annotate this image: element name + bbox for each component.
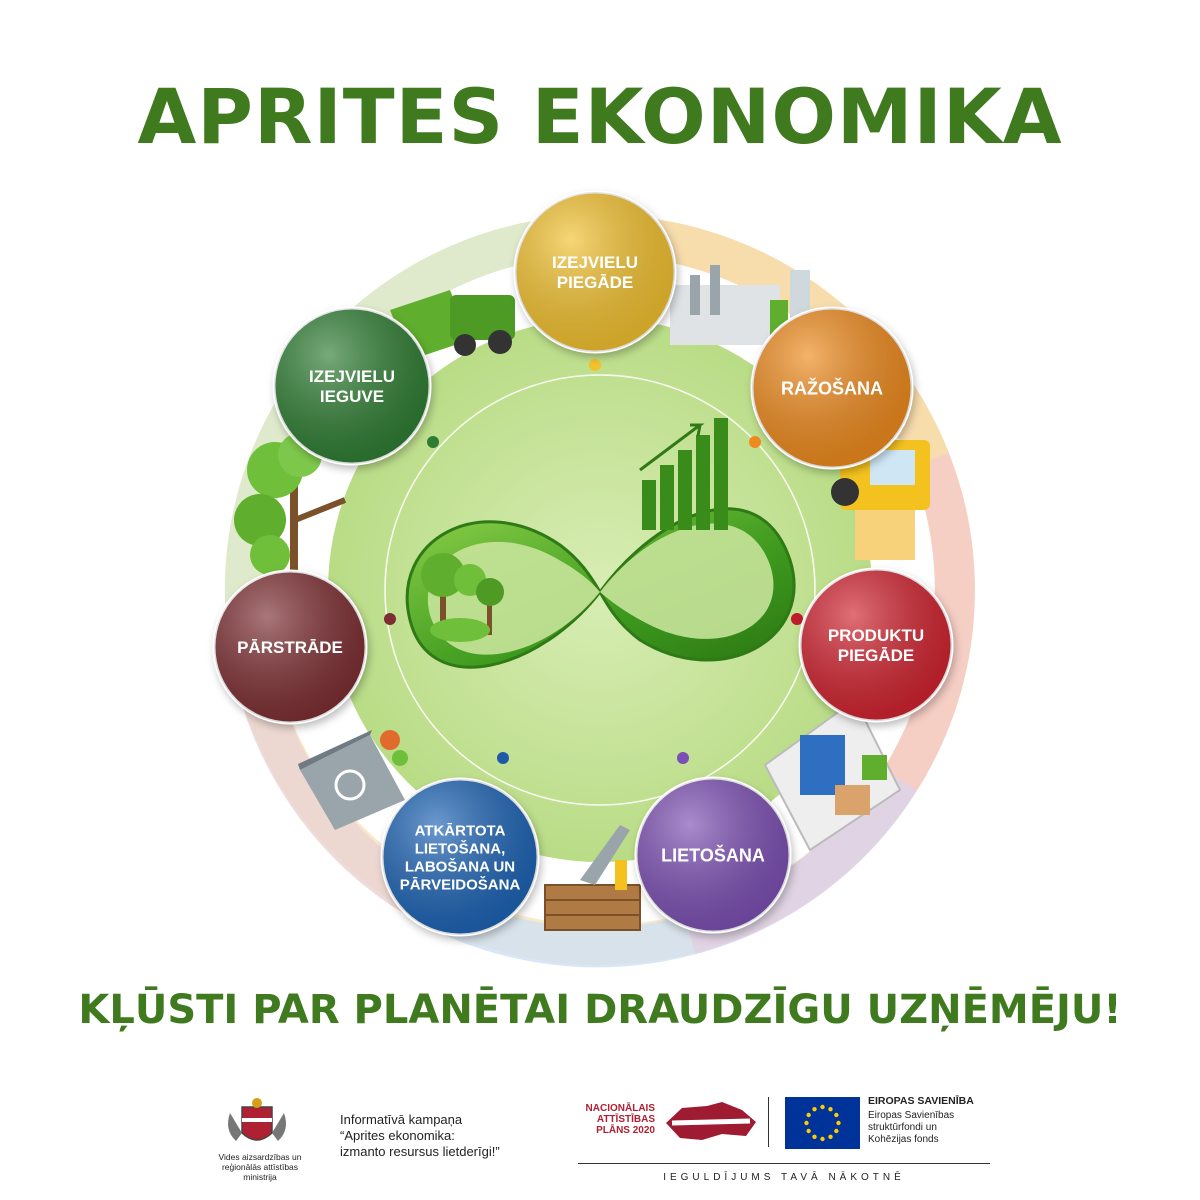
tagline: IEGULDĪJUMS TAVĀ NĀKOTNĒ	[663, 1172, 905, 1183]
eu-flag-logo	[785, 1097, 860, 1149]
stage-label: ATKĀRTOTA	[414, 822, 506, 840]
eu-star	[828, 1135, 832, 1139]
stage-label: LIETOŠANA	[661, 845, 765, 866]
stage-label: PĀRVEIDOŠANA	[399, 876, 521, 894]
stage-circle-shade	[800, 569, 952, 721]
eu-star	[806, 1113, 810, 1117]
eu-star	[820, 1105, 824, 1109]
stage-dot	[497, 752, 509, 764]
stage-node	[515, 192, 675, 352]
eu-star	[834, 1129, 838, 1133]
ministry-name: Vides aizsardzības un reģionālās attīstības ministrija	[218, 1152, 302, 1182]
stage-node	[800, 569, 952, 721]
stage-dot	[427, 436, 439, 448]
eu-star	[836, 1121, 840, 1125]
nap-label: NACIONĀLAIS ATTĪSTĪBAS PLĀNS 2020	[585, 1103, 655, 1136]
eu-star	[812, 1135, 816, 1139]
stage-dot	[677, 752, 689, 764]
stage-node	[636, 778, 790, 932]
campaign-line-1: Informatīvā kampaņa	[340, 1112, 463, 1127]
stage-label: IEGUVE	[319, 387, 385, 407]
eu-title: EIROPAS SAVIENĪBA	[868, 1095, 974, 1107]
stage-dot	[749, 436, 761, 448]
stage-circle-shade	[515, 192, 675, 352]
stage-node	[382, 779, 538, 935]
stage-node	[214, 571, 366, 723]
eu-star	[828, 1107, 832, 1111]
eu-star	[804, 1121, 808, 1125]
nap-map-logo	[662, 1098, 760, 1143]
eu-subtitle: Eiropas Savienības struktūrfondi un Kohēzijas fonds	[868, 1110, 955, 1145]
stage-circle-shade	[274, 308, 430, 464]
stage-dot	[589, 359, 601, 371]
stage-dot	[384, 613, 396, 625]
stage-label: IZEJVIELU	[309, 366, 395, 386]
stage-dot	[791, 613, 803, 625]
slogan: KĻŪSTI PAR PLANĒTAI DRAUDZĪGU UZŅĒMĒJU!	[78, 987, 1122, 1033]
eu-star	[812, 1107, 816, 1111]
stage-label: PIEGĀDE	[837, 646, 915, 666]
stage-label: PRODUKTU	[827, 625, 925, 645]
stage-label: IZEJVIELU	[552, 252, 638, 272]
stage-node	[752, 308, 912, 468]
campaign-line-2: “Aprites ekonomika:	[340, 1128, 455, 1143]
stage-label: RAŽOŠANA	[781, 378, 883, 399]
eu-star	[834, 1113, 838, 1117]
campaign-text	[340, 1112, 570, 1160]
page-title: APRITES EKONOMIKA	[137, 72, 1063, 161]
eu-star	[806, 1129, 810, 1133]
eu-star	[820, 1137, 824, 1141]
footer-line	[578, 1163, 990, 1164]
stage-label: LIETOŠANA,	[414, 840, 506, 858]
campaign-line-3: izmanto resursus lietderīgi!”	[340, 1144, 500, 1159]
stage-label: PIEGĀDE	[556, 273, 634, 293]
stage-label: PĀRSTRĀDE	[237, 637, 343, 657]
stage-label: LABOŠANA UN	[404, 858, 516, 876]
ministry-coat-of-arms-logo	[222, 1095, 292, 1153]
stage-node	[274, 308, 430, 464]
footer-divider	[768, 1097, 769, 1147]
